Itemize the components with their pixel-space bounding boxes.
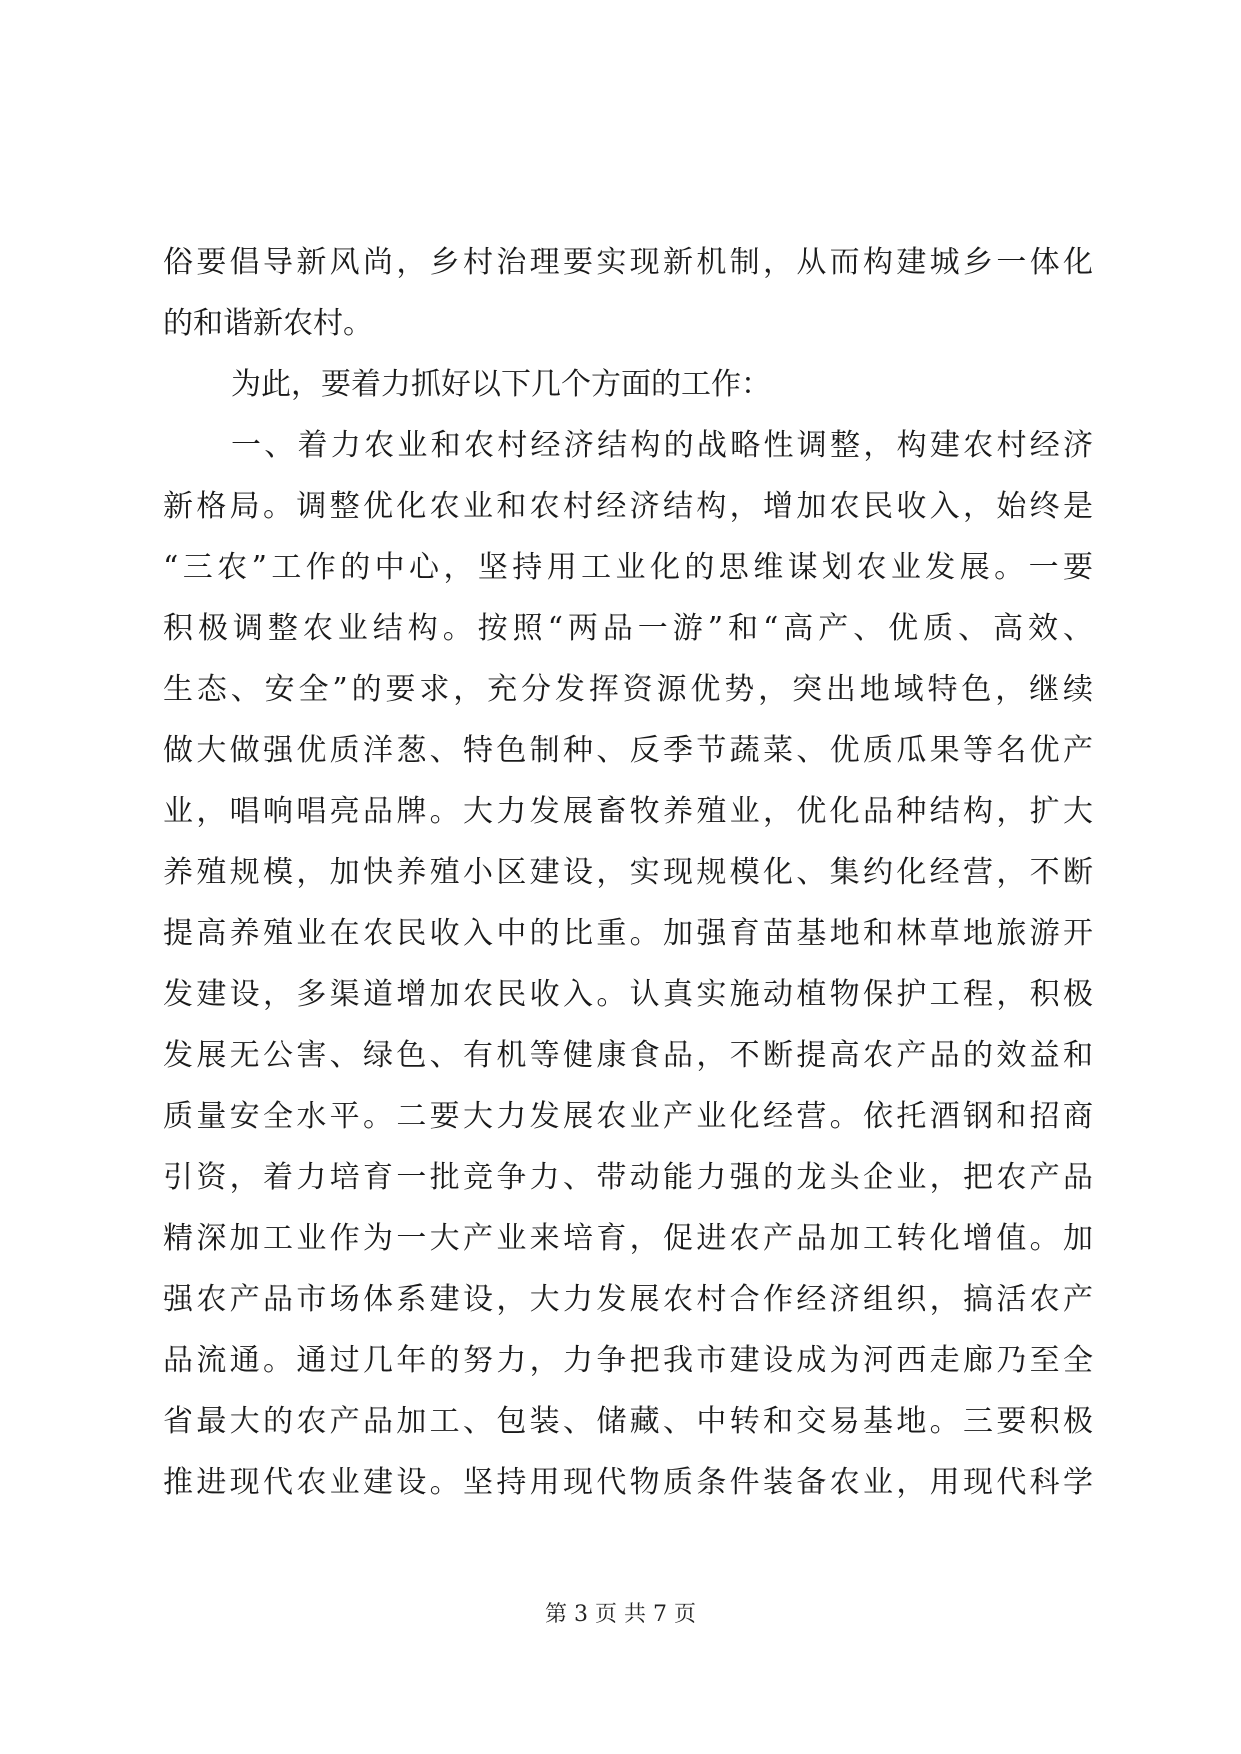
text-line: 一、着力农业和农村经济结构的战略性调整，构建农村经济 xyxy=(231,428,1093,463)
text-line: 推进现代农业建设。坚持用现代物质条件装备农业，用现代科学 xyxy=(163,1465,1093,1500)
text-line: 质量安全水平。二要大力发展农业产业化经营。依托酒钢和招商 xyxy=(163,1099,1093,1134)
text-line: 俗要倡导新风尚，乡村治理要实现新机制，从而构建城乡一体化 xyxy=(163,245,1093,280)
text-line: 为此，要着力抓好以下几个方面的工作： xyxy=(231,367,771,402)
text-line: 养殖规模，加快养殖小区建设，实现规模化、集约化经营，不断 xyxy=(163,855,1093,890)
text-line: 强农产品市场体系建设，大力发展农村合作经济组织，搞活农产 xyxy=(163,1282,1093,1317)
text-line: 的和谐新农村。 xyxy=(163,306,373,341)
text-line: 新格局。调整优化农业和农村经济结构，增加农民收入，始终是 xyxy=(163,489,1093,524)
text-line: 发展无公害、绿色、有机等健康食品，不断提高农产品的效益和 xyxy=(163,1038,1093,1073)
paragraph xyxy=(163,415,1093,1513)
text-line: 提高养殖业在农民收入中的比重。加强育苗基地和林草地旅游开 xyxy=(163,916,1093,951)
text-line: 生态、安全”的要求，充分发挥资源优势，突出地域特色，继续 xyxy=(163,672,1093,707)
page-footer: 第 3 页 共 7 页 xyxy=(545,1602,696,1627)
text-line: 发建设，多渠道增加农民收入。认真实施动植物保护工程，积极 xyxy=(163,977,1093,1012)
text-line: 引资，着力培育一批竞争力、带动能力强的龙头企业，把农产品 xyxy=(163,1160,1093,1195)
text-line: 做大做强优质洋葱、特色制种、反季节蔬菜、优质瓜果等名优产 xyxy=(163,733,1093,768)
text-line: 省最大的农产品加工、包装、储藏、中转和交易基地。三要积极 xyxy=(163,1404,1093,1439)
paragraph xyxy=(163,354,1093,415)
text-line: 品流通。通过几年的努力，力争把我市建设成为河西走廊乃至全 xyxy=(163,1343,1093,1378)
text-line: “三农”工作的中心，坚持用工业化的思维谋划农业发展。一要 xyxy=(163,550,1093,585)
body-text xyxy=(163,232,1093,1513)
text-line: 业，唱响唱亮品牌。大力发展畜牧养殖业，优化品种结构，扩大 xyxy=(163,794,1093,829)
text-line: 积极调整农业结构。按照“两品一游”和“高产、优质、高效、 xyxy=(163,611,1093,646)
paragraph xyxy=(163,232,1093,354)
text-line: 精深加工业作为一大产业来培育，促进农产品加工转化增值。加 xyxy=(163,1221,1093,1256)
